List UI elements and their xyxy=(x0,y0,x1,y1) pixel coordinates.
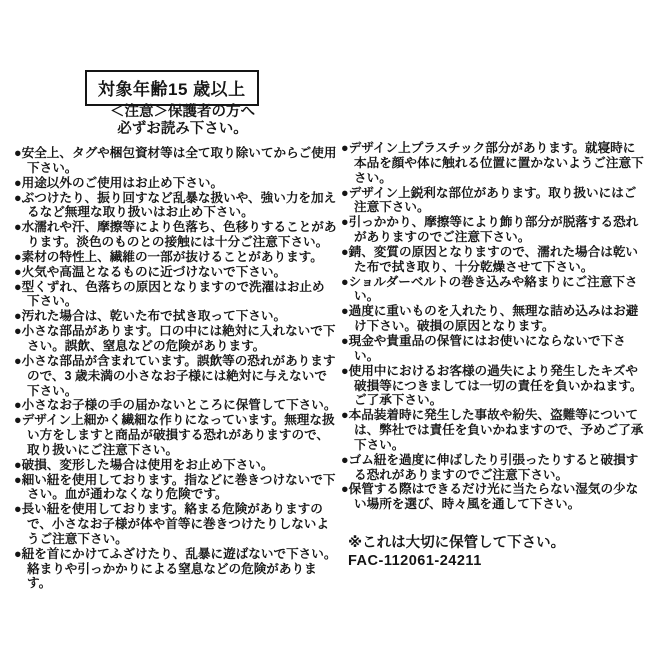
footnote-product-code: FAC-112061-24211 xyxy=(348,552,482,569)
bullet-icon: ● xyxy=(14,457,22,472)
warning-item xyxy=(341,275,644,305)
warning-item xyxy=(14,309,337,324)
bullet-icon: ● xyxy=(341,408,349,423)
bullet-icon: ● xyxy=(14,353,22,368)
bullet-icon: ● xyxy=(14,324,22,339)
warning-text: 本品装着時に発生した事故や紛失、盗難等については、弊社では責任を負いかねますので、予めご了承下さい。 xyxy=(348,408,644,452)
warning-text: 小さなお子様の手の届かないところに保管して下さい。 xyxy=(21,398,337,413)
bullet-icon: ● xyxy=(14,309,22,324)
warning-text: デザイン上プラスチック部分があります。就寝時に本品を顔や体に触れる位置に置かないようご注意下さい。 xyxy=(348,141,644,185)
warning-item xyxy=(341,408,644,453)
bullet-icon: ● xyxy=(14,264,22,279)
warning-text: 細い紐を使用しております。指などに巻きつけないで下さい。血が通わなくなり危険です。 xyxy=(21,472,336,502)
warning-item xyxy=(341,482,644,512)
bullet-icon: ● xyxy=(14,249,22,264)
bullet-icon: ● xyxy=(341,185,349,200)
warning-item xyxy=(341,245,644,275)
warning-item xyxy=(14,176,337,191)
bullet-icon: ● xyxy=(341,141,349,155)
warning-list-right xyxy=(341,141,644,512)
warning-item xyxy=(341,364,644,409)
warning-text: 安全上、タグや梱包資材等は全て取り除いてからご使用下さい。 xyxy=(21,146,337,175)
warning-item xyxy=(14,354,337,399)
warning-text: ぶつけたり、振り回すなど乱暴な扱いや、強い力を加えるなど無理な取り扱いはお止め下さい。 xyxy=(21,190,337,220)
age-restriction-text: 対象年齢15 歳以上 xyxy=(98,80,246,99)
warning-text: 現金や貴重品の保管にはお使いにならないで下さい。 xyxy=(348,333,626,363)
bullet-icon: ● xyxy=(14,398,22,413)
notice-heading xyxy=(75,104,290,137)
warning-text: 使用中におけるお客様の過失により発生したキズや破損等につきましては一切の責任を負いかねます。ご了承下さい。 xyxy=(348,363,643,408)
warnings-column-right xyxy=(341,141,644,570)
warning-text: 小さな部品があります。口の中には絶対に入れないで下さい。誤飲、窒息などの危険があります。 xyxy=(21,324,336,353)
warning-text: 長い紐を使用しております。絡まる危険がありますので、小さなお子様が体や首等に巻きつけたりしないようご注意下さい。 xyxy=(21,502,329,546)
warning-text: 用途以外のご使用はお止め下さい。 xyxy=(21,175,224,190)
bullet-icon: ● xyxy=(341,363,349,378)
warning-item xyxy=(341,334,644,364)
bullet-icon: ● xyxy=(341,304,349,319)
bullet-icon: ● xyxy=(341,482,349,497)
bullet-icon: ● xyxy=(341,452,349,467)
warning-item xyxy=(14,547,337,592)
warning-item xyxy=(14,265,337,280)
warning-text: デザイン上細かく繊細な作りになっています。無理な扱い方をしますと商品が破損する恐れがありますので、取り扱いにご注意下さい。 xyxy=(21,413,335,457)
warning-text: 汚れた場合は、乾いた布で拭き取って下さい。 xyxy=(21,309,287,324)
warning-item xyxy=(341,186,644,216)
bullet-icon: ● xyxy=(14,146,22,160)
bullet-icon: ● xyxy=(14,546,22,561)
bullet-icon: ● xyxy=(14,220,22,235)
warning-item xyxy=(14,324,337,354)
warning-text: ゴム紐を過度に伸ばしたり引張ったりすると破損する恐れがありますのでご注意下さい。 xyxy=(348,452,639,482)
warning-item xyxy=(341,304,644,334)
warning-text: デザイン上鋭利な部位があります。取り扱いにはご注意下さい。 xyxy=(348,185,637,215)
bullet-icon: ● xyxy=(341,274,349,289)
warning-text: 破損、変形した場合は使用をお止め下さい。 xyxy=(21,457,274,472)
footnote xyxy=(341,535,644,570)
warning-item xyxy=(341,215,644,245)
warning-text: ショルダーベルトの巻き込みや絡まりにご注意下さい。 xyxy=(348,274,638,304)
warning-item xyxy=(14,250,337,265)
warning-item xyxy=(14,280,337,310)
bullet-icon: ● xyxy=(14,279,22,294)
warning-text: 素材の特性上、繊維の一部が抜けることがあります。 xyxy=(21,249,323,264)
bullet-icon: ● xyxy=(14,190,22,205)
bullet-icon: ● xyxy=(14,175,22,190)
warning-item xyxy=(341,453,644,483)
warning-text: 火気や高温となるものに近づけないで下さい。 xyxy=(21,264,287,279)
notice-heading-line1: ＜注意＞保護者の方へ xyxy=(110,104,255,120)
warning-item xyxy=(14,413,337,458)
warning-text: 過度に重いものを入れたり、無理な詰め込みはお避け下さい。破損の原因となります。 xyxy=(348,304,639,334)
notice-heading-line2: 必ずお読み下さい。 xyxy=(117,120,248,137)
bullet-icon: ● xyxy=(341,333,349,348)
warning-text: 引っかかり、摩擦等により飾り部分が脱落する恐れがありますのでご注意下さい。 xyxy=(348,215,639,245)
warning-item xyxy=(14,220,337,250)
warning-item xyxy=(341,141,644,186)
warning-text: 水濡れや汗、摩擦等により色落ち、色移りすることがあります。淡色のものとの接触には十分ご注意下さい。 xyxy=(21,220,337,250)
warning-text: 型くずれ、色落ちの原因となりますので洗濯はお止め下さい。 xyxy=(21,279,325,309)
bullet-icon: ● xyxy=(14,472,22,487)
bullet-icon: ● xyxy=(341,244,349,259)
age-restriction-box xyxy=(85,70,259,106)
warning-text: 小さな部品が含まれています。誤飲等の恐れがありますので、3 歳未満の小さなお子様には絶対に与えないで下さい。 xyxy=(21,353,336,398)
warning-text: 紐を首にかけてふざけたり、乱暴に遊ばないで下さい。絡まりや引っかかりによる窒息などの危険があります。 xyxy=(21,546,337,591)
warning-item xyxy=(14,146,337,176)
warnings-column-left xyxy=(14,146,337,591)
bullet-icon: ● xyxy=(14,502,22,517)
warning-text: 錆、変質の原因となりますので、濡れた場合は乾いた布で拭き取り、十分乾燥させて下さい。 xyxy=(348,244,639,274)
bullet-icon: ● xyxy=(341,215,349,230)
warning-item xyxy=(14,502,337,547)
warning-item xyxy=(14,398,337,413)
bullet-icon: ● xyxy=(14,413,22,428)
warning-item xyxy=(14,191,337,221)
warning-item xyxy=(14,473,337,503)
warning-text: 保管する際はできるだけ光に当たらない湿気の少ない場所を選び、時々風を通して下さい。 xyxy=(348,482,639,512)
warning-item xyxy=(14,458,337,473)
warning-list-left xyxy=(14,146,337,591)
footnote-keep-note: ※これは大切に保管して下さい。 xyxy=(348,535,566,552)
